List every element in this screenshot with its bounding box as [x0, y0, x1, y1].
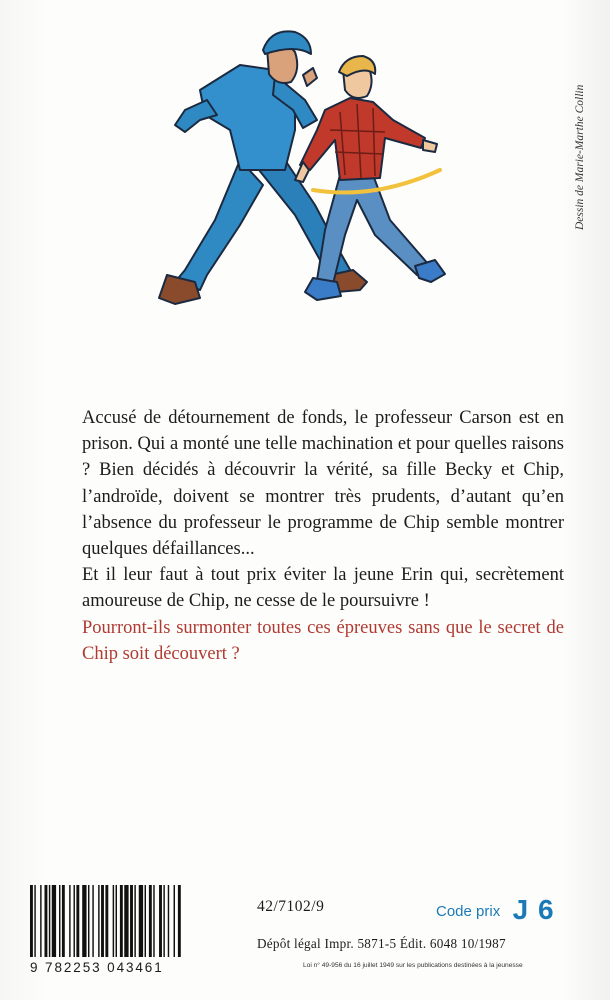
- law-notice: Loi n° 49-956 du 16 juillet 1949 sur les publications destinées à la jeunesse: [303, 962, 523, 969]
- blurb-paragraph-2: Et il leur faut à tout prix éviter la jeune Erin qui, secrètement amoureuse de Chip, ne cesse de le poursuivre !: [82, 565, 564, 612]
- blurb-paragraph-3: Pourront-ils surmonter toutes ces épreuves sans que le secret de Chip soit découvert ?: [82, 617, 564, 664]
- illustration-credit: Dessin de Marie-Marthe Collin: [574, 84, 586, 230]
- price-code-label: Code prix: [436, 903, 501, 920]
- barcode: [28, 885, 218, 963]
- legal-deposit: Dépôt légal Impr. 5871-5 Édit. 6048 10/1987: [257, 936, 506, 951]
- price-code-value: J 6: [512, 894, 555, 925]
- isbn-number: 9 782253 043461: [30, 960, 164, 975]
- blurb-paragraph-1: Accusé de détournement de fonds, le professeur Carson est en prison. Qui a monté une telle machination et pour quelles raisons ? Bien décidés à découvrir la vérité, sa fille Becky et Chip, l’androïde, doivent se montrer très prudents, d’autant qu’en l’absence du professeur le programme de Chip semble montrer quelques défaillances...: [82, 408, 564, 560]
- cover-illustration: [145, 20, 465, 320]
- price-code: [436, 894, 555, 926]
- catalog-number: 42/7102/9: [257, 898, 325, 915]
- back-cover-blurb: [82, 405, 564, 667]
